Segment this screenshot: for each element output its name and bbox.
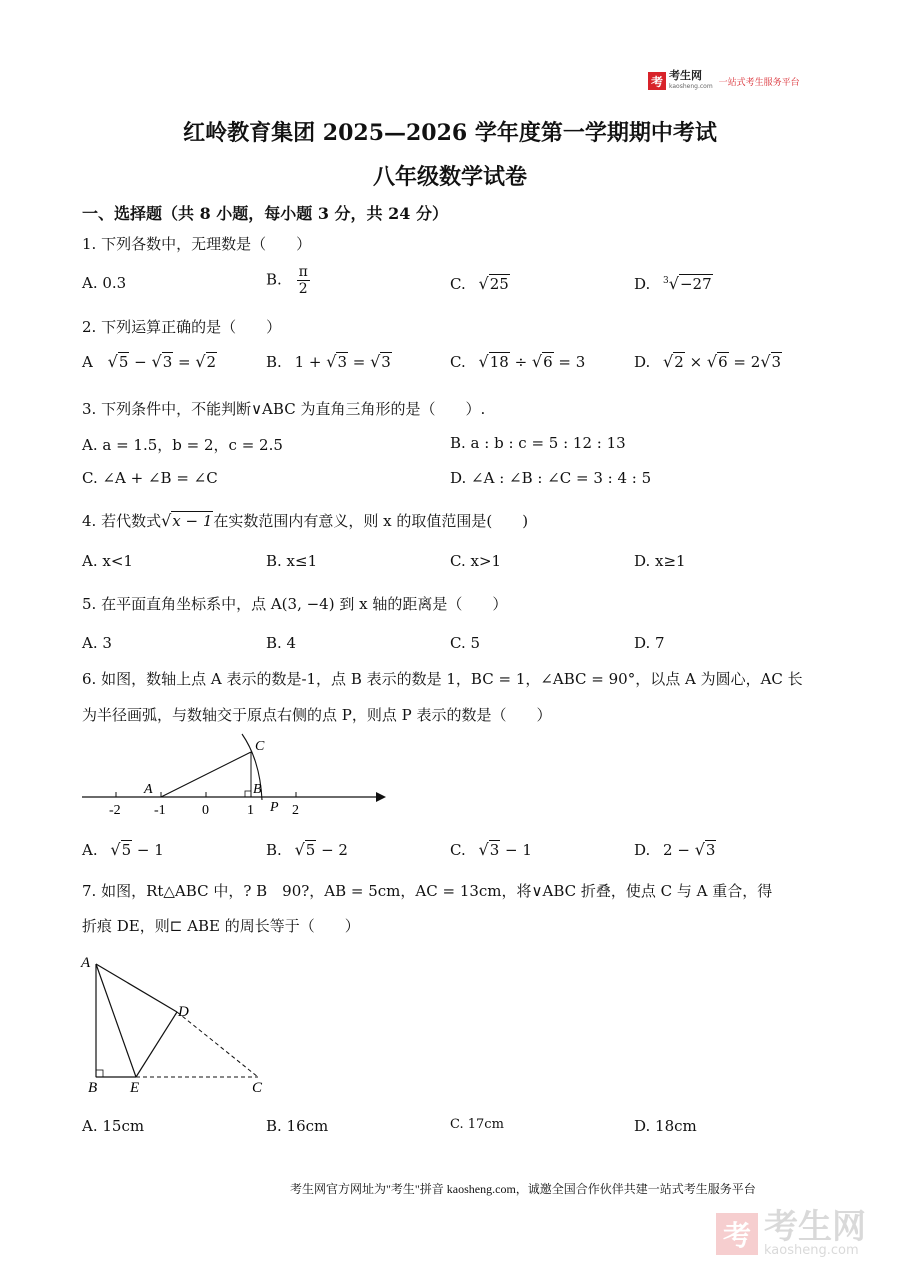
- q2-b-r2: 3: [381, 353, 391, 371]
- q2-c-op: ÷: [509, 353, 532, 371]
- q1-option-d: [634, 274, 713, 293]
- q7-option-b: B. 16cm: [266, 1117, 329, 1135]
- q6-option-c: [450, 840, 532, 859]
- q6-b-post: − 2: [316, 841, 348, 859]
- sqrt-icon: √: [370, 352, 381, 371]
- point-B-label: B: [88, 1080, 98, 1096]
- right-angle-mark: [245, 791, 251, 797]
- q2-option-a: [82, 352, 217, 371]
- q1-b-num: π: [298, 264, 308, 280]
- q6-d-radicand: 3: [705, 841, 716, 859]
- logo-name: [669, 70, 713, 92]
- exam-subtitle: 八年级数学试卷: [372, 164, 527, 190]
- q6-c-radicand: 3: [489, 841, 500, 859]
- sqrt-icon: √: [663, 352, 674, 371]
- q2-b-r1: 3: [337, 353, 347, 371]
- point-C-label: C: [252, 1080, 263, 1096]
- q6-b-radicand: 5: [305, 841, 316, 859]
- q4-stem-pre: 4. 若代数式: [82, 512, 162, 530]
- q2-a-op: −: [129, 353, 152, 371]
- q1-c-label: C.: [450, 275, 466, 293]
- question-7-stem-line2: 折痕 DE，则⊏ ABE 的周长等于（ ）: [82, 917, 360, 935]
- sqrt-icon: √: [478, 274, 489, 293]
- q1-b-label: B.: [266, 270, 282, 289]
- section-heading: 一、选择题（共 8 小题，每小题 3 分，共 24 分）: [82, 204, 448, 223]
- q2-a-label: A: [82, 353, 93, 371]
- footer-note: 考生网官方网址为"考生"拼音 kaosheng.com，诚邀全国合作伙伴共建一站式考生服务平台: [290, 1182, 756, 1196]
- point-B-label: B: [253, 782, 262, 797]
- sqrt-icon: √: [706, 352, 718, 371]
- exam-title: 红岭教育集团 2025—2026 学年度第一学期期中考试: [183, 120, 717, 146]
- point-A-label: A: [144, 782, 153, 797]
- question-2-stem: 2. 下列运算正确的是（ ）: [82, 318, 282, 336]
- q2-d-op: ×: [684, 353, 707, 371]
- q6-a-radicand: 5: [121, 841, 132, 859]
- point-A-label: A: [81, 955, 91, 971]
- logo-slogan: 一站式考生服务平台: [718, 77, 800, 88]
- q1-option-b: [266, 264, 310, 297]
- sqrt-icon: √: [478, 840, 489, 859]
- segment-DE: [136, 1012, 177, 1077]
- q1-d-index: 3: [663, 276, 669, 286]
- q5-option-c: C. 5: [450, 634, 481, 652]
- q7-option-a: A. 15cm: [82, 1117, 145, 1135]
- question-3-stem: 3. 下列条件中，不能判断∨ABC 为直角三角形的是（ ）.: [82, 400, 486, 418]
- q2-d-eq: = 2: [728, 353, 761, 371]
- point-C-label: C: [255, 739, 265, 754]
- q2-option-b: [266, 352, 392, 371]
- triangle-figure: [78, 950, 278, 1100]
- point-P-label: P: [270, 800, 279, 815]
- q6-d-label: D.: [634, 841, 651, 859]
- watermark-mark: 考: [716, 1213, 758, 1255]
- sqrt-icon: √: [107, 352, 118, 371]
- sqrt-icon: √: [478, 352, 489, 371]
- logo-mark: 考: [648, 72, 666, 90]
- q2-b-label: B.: [266, 353, 282, 371]
- right-angle-mark: [96, 1070, 103, 1077]
- question-6-stem-line2: 为半径画弧，与数轴交于原点右侧的点 P，则点 P 表示的数是（ ）: [82, 706, 552, 724]
- tick-label: 1: [247, 803, 254, 818]
- watermark-text: [764, 1207, 866, 1258]
- q1-d-label: D.: [634, 275, 651, 293]
- q2-d-r2: 6: [718, 353, 728, 371]
- q2-a-r2: 3: [162, 353, 173, 371]
- q3-option-b: B. a : b : c = 5 : 12 : 13: [450, 434, 626, 452]
- q6-option-a: [82, 840, 164, 859]
- watermark-logo: [716, 1207, 866, 1258]
- cbrt-icon: √: [668, 274, 679, 293]
- q2-d-r3: 3: [771, 353, 782, 371]
- segment-AE: [96, 964, 136, 1077]
- q6-option-b: [266, 840, 348, 859]
- q2-a-r3: 2: [206, 353, 217, 371]
- watermark-name: 考生网: [764, 1207, 866, 1247]
- site-logo: [648, 70, 800, 92]
- q7-option-d: D. 18cm: [634, 1117, 697, 1135]
- sqrt-icon: √: [694, 840, 705, 859]
- tick-label: 2: [292, 803, 299, 818]
- logo-name-text: 考生网: [669, 69, 702, 82]
- segment-AD: [96, 964, 177, 1012]
- q6-c-label: C.: [450, 841, 466, 859]
- q2-d-r1: 2: [674, 353, 684, 371]
- q4-option-a: A. x<1: [82, 552, 133, 570]
- axis-arrow-icon: [376, 792, 386, 802]
- q2-c-label: C.: [450, 353, 466, 371]
- q1-d-radicand: −27: [679, 275, 712, 293]
- q5-option-d: D. 7: [634, 634, 665, 652]
- q6-option-d: [634, 840, 716, 859]
- q2-option-d: [634, 352, 782, 371]
- q6-c-post: − 1: [500, 841, 532, 859]
- sqrt-icon: √: [531, 352, 543, 371]
- q2-a-eq: =: [173, 353, 196, 371]
- q1-option-c: [450, 274, 510, 293]
- watermark-domain: kaosheng.com: [764, 1243, 859, 1258]
- q1-c-radicand: 25: [489, 275, 509, 293]
- logo-domain: kaosheng.com: [669, 83, 713, 90]
- question-7-stem-line1: 7. 如图，Rt△ABC 中，? B 90?，AB = 5cm，AC = 13cm，将∨ABC 折叠，使点 C 与 A 重合，得: [82, 882, 773, 900]
- sqrt-icon: √: [195, 352, 206, 371]
- q1-option-a: A. 0.3: [82, 274, 127, 292]
- sqrt-icon: √: [110, 840, 121, 859]
- q3-option-d: D. ∠A : ∠B : ∠C = 3 : 4 : 5: [450, 469, 652, 487]
- q2-b-pre: 1 +: [294, 353, 327, 371]
- q3-option-a: A. a = 1.5，b = 2，c = 2.5: [82, 436, 283, 454]
- question-1-stem: 1. 下列各数中，无理数是（ ）: [82, 235, 312, 253]
- question-4-stem: [82, 510, 528, 531]
- sqrt-icon: √: [294, 840, 305, 859]
- tick-label: -1: [154, 803, 166, 818]
- tick-label: -2: [109, 803, 121, 818]
- q6-a-post: − 1: [132, 841, 164, 859]
- q4-radicand: x − 1: [172, 512, 213, 530]
- point-E-label: E: [130, 1080, 140, 1096]
- segment-DC-dashed: [177, 1012, 258, 1077]
- tick-label: 0: [202, 803, 209, 818]
- q2-c-r1: 18: [489, 353, 509, 371]
- q4-option-b: B. x≤1: [266, 552, 318, 570]
- number-line-figure: [78, 730, 388, 830]
- q6-a-label: A.: [82, 841, 98, 859]
- sqrt-icon: √: [151, 352, 162, 371]
- point-D-label: D: [178, 1004, 189, 1020]
- q5-option-b: B. 4: [266, 634, 297, 652]
- sqrt-icon: √: [326, 352, 337, 371]
- q6-d-pre: 2 −: [663, 841, 695, 859]
- q1-b-den: 2: [298, 281, 308, 297]
- sqrt-icon: √: [161, 511, 172, 530]
- q1-b-fraction: [297, 264, 310, 297]
- q5-option-a: A. 3: [82, 634, 112, 652]
- q2-d-label: D.: [634, 353, 651, 371]
- q2-c-r2: 6: [543, 353, 553, 371]
- q2-c-eq: = 3: [553, 353, 586, 371]
- q6-b-label: B.: [266, 841, 282, 859]
- question-6-stem-line1: 6. 如图，数轴上点 A 表示的数是-1，点 B 表示的数是 1，BC = 1，∠ABC = 90°，以点 A 为圆心，AC 长: [82, 670, 803, 688]
- q2-a-r1: 5: [118, 353, 129, 371]
- sqrt-icon: √: [760, 352, 771, 371]
- q7-option-c: C. 17cm: [450, 1117, 504, 1132]
- q4-stem-post: 在实数范围内有意义，则 x 的取值范围是( ): [213, 512, 529, 530]
- question-5-stem: 5. 在平面直角坐标系中，点 A(3, −4) 到 x 轴的距离是（ ）: [82, 595, 508, 613]
- q2-b-eq: =: [347, 353, 371, 371]
- q2-option-c: [450, 352, 585, 371]
- segment-AC: [161, 752, 251, 797]
- q3-option-c: C. ∠A + ∠B = ∠C: [82, 469, 218, 487]
- q4-option-d: D. x≥1: [634, 552, 686, 570]
- q4-option-c: C. x>1: [450, 552, 502, 570]
